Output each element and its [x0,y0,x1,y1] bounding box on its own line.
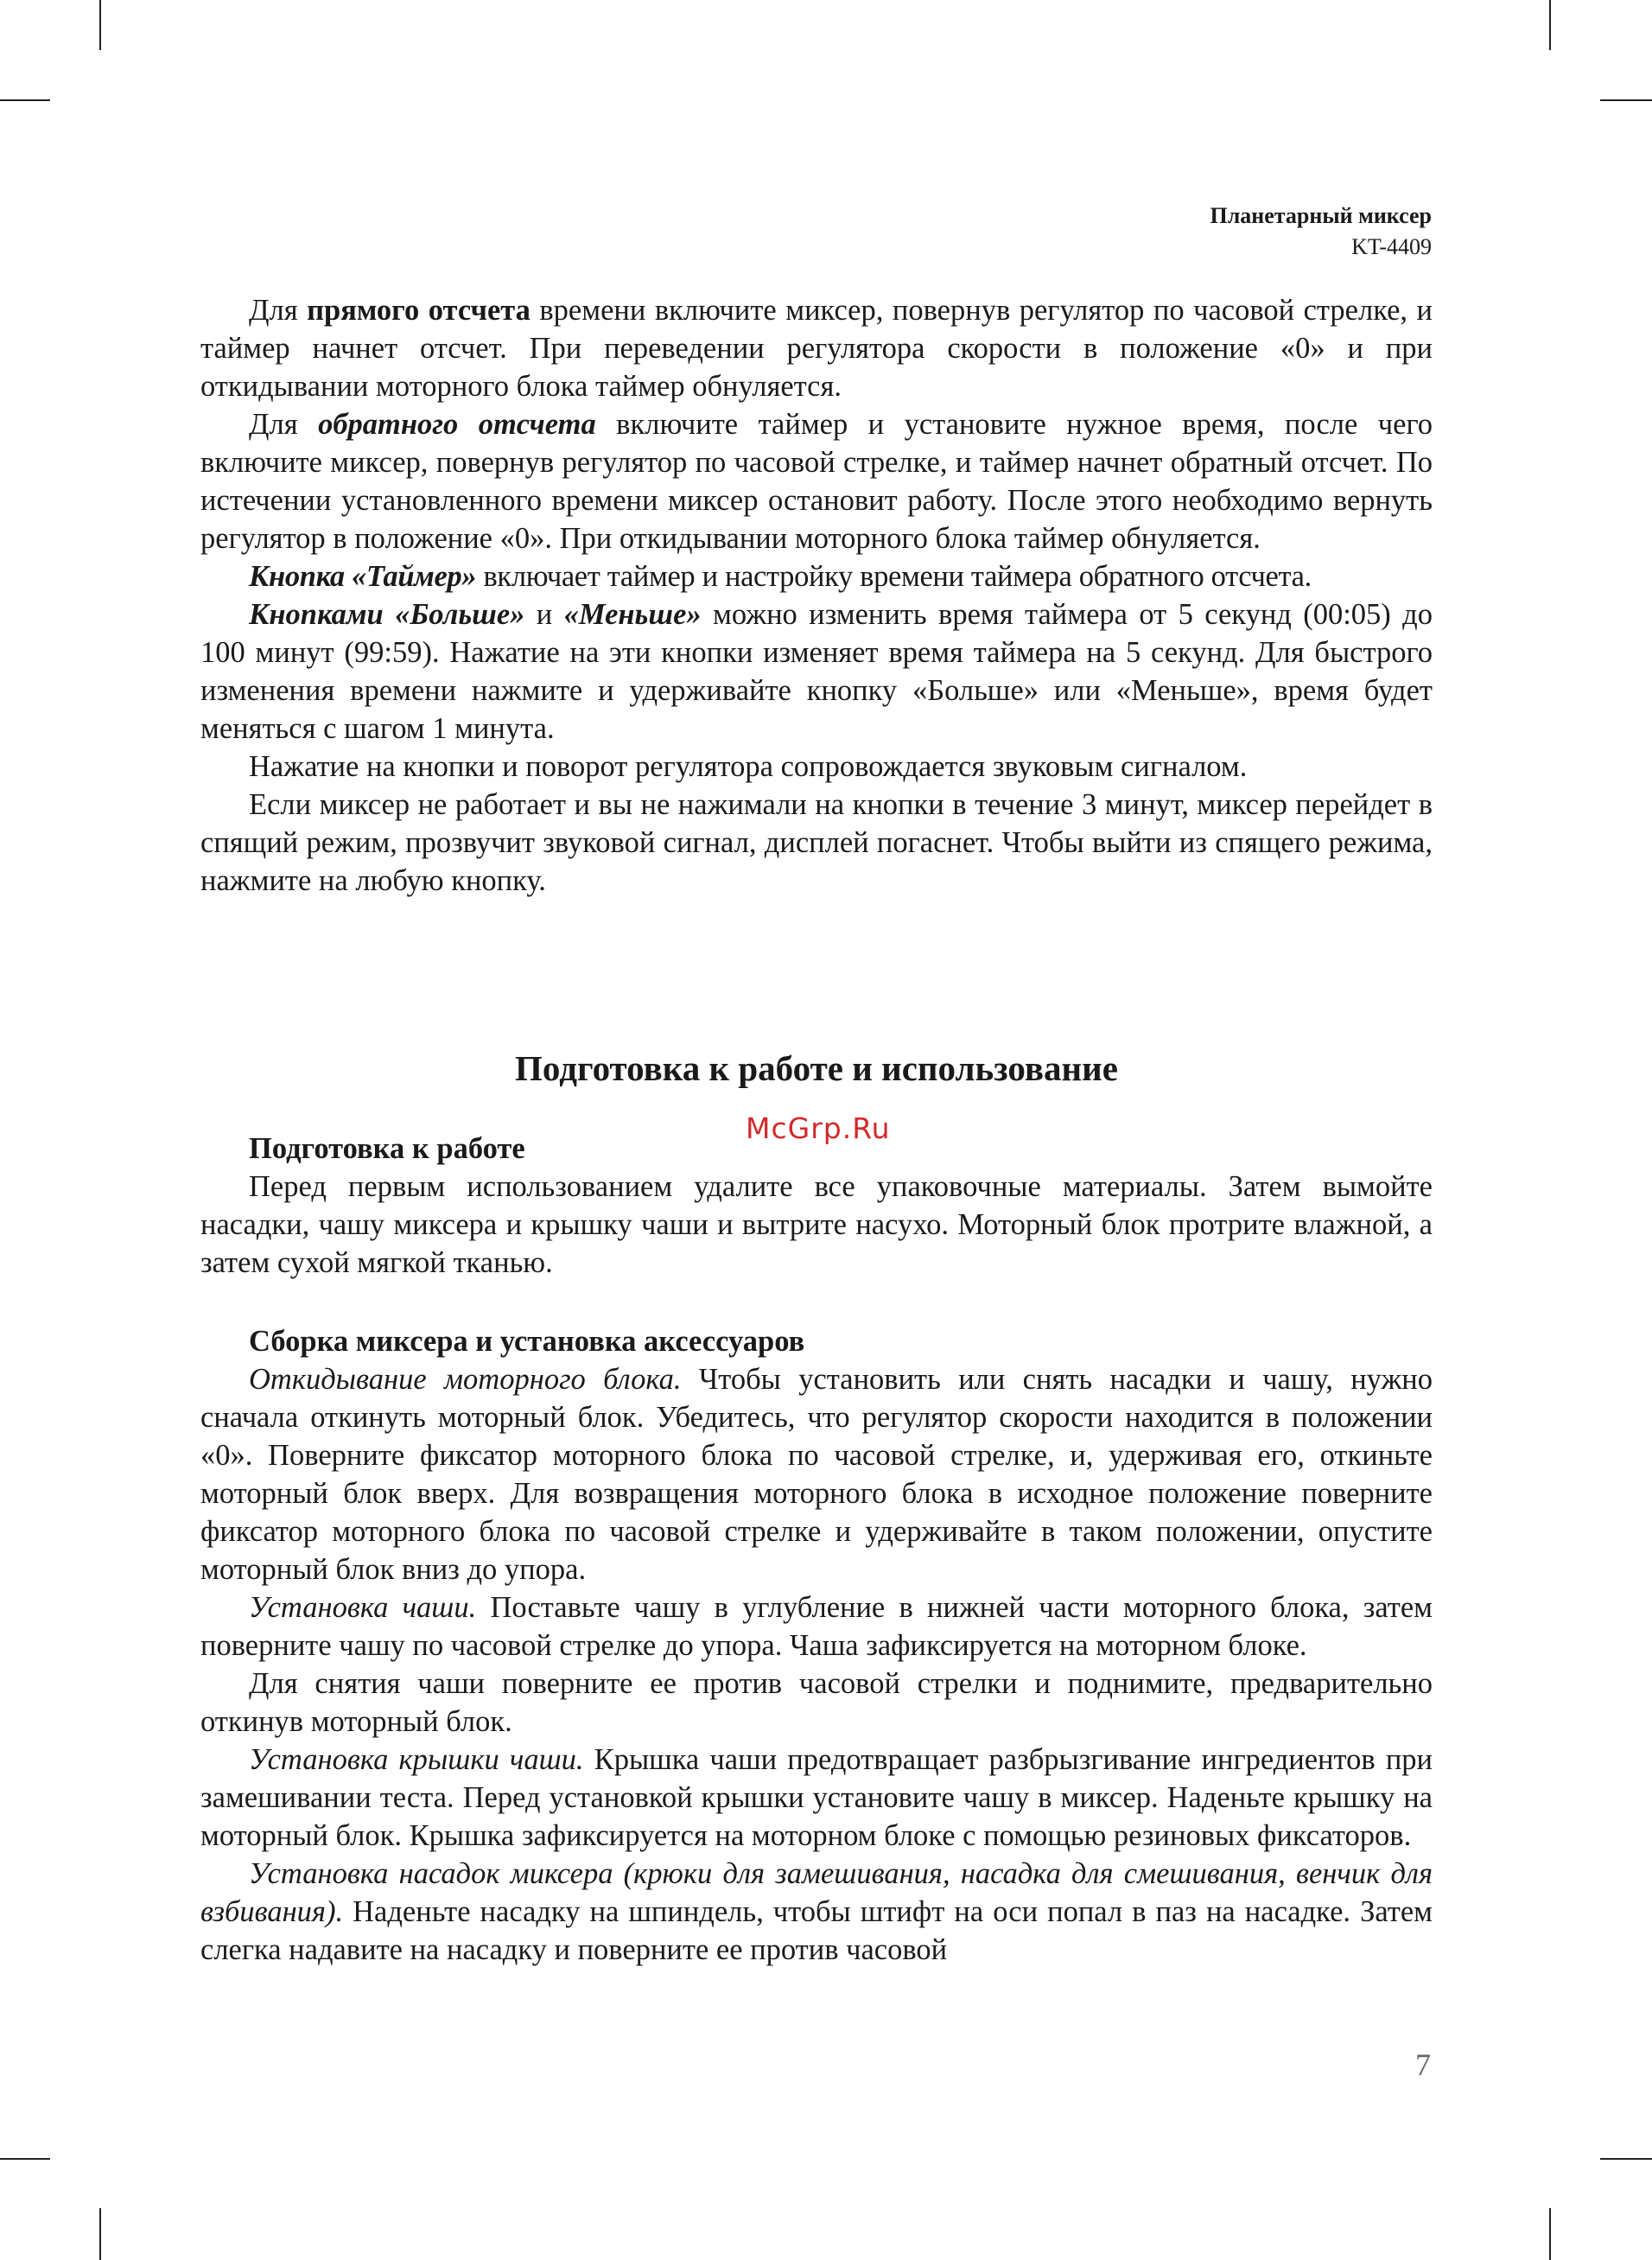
paragraph: Нажатие на кнопки и поворот регулятора сопровождается звуковым сигналом. [249,750,1248,783]
crop-mark [1549,2208,1551,2260]
paragraph: Кнопками «Больше» и «Меньше» можно изменить время таймера от 5 секунд (00:05) до 100 минут (99:59). Нажатие на эти кнопки изменяет время таймера на 5 секунд. Для быстрого изменения времени нажмите и удерживайте кнопку «Больше» или «Меньше», время будет меняться с шагом 1 минута. [200,598,1433,745]
paragraph: Кнопка «Таймер» включает таймер и настройку времени таймера обратного отсчета. [249,560,1312,593]
paragraph: Откидывание моторного блока. Чтобы установить или снять насадки и чашу, нужно сначала откинуть моторный блок. Убедитесь, что регулятор скорости находится в положении «0». Поверните фиксатор моторного блока по часовой стрелке, и, удерживая его, откиньте моторный блок вверх. Для возвращения моторного блока в исходное положение поверните фиксатор моторного блока по часовой стрелке и удерживайте в таком положении, опустите моторный блок вниз до упора. [200,1363,1433,1586]
paragraph: Установка насадок миксера (крюки для замешивания, насадка для смешивания, венчик для взбивания). Наденьте насадку на шпиндель, чтобы штифт на оси попал в паз на насадке. Затем слегка надавите на насадку и поверните ее против часовой [200,1857,1433,1966]
timer-section [200,291,1433,900]
crop-mark [99,2208,101,2260]
header-title: Планетарный миксер [1210,203,1432,228]
paragraph: Установка чаши. Поставьте чашу в углубление в нижней части моторного блока, затем поверните чашу по часовой стрелке до упора. Чаша зафиксируется на моторном блоке. [200,1591,1433,1662]
assembly-section [200,1322,1433,1969]
header-model: KT-4409 [1351,234,1432,259]
crop-mark [0,99,50,101]
subheading: Сборка миксера и установка аксессуаров [249,1325,805,1358]
section-title: Подготовка к работе и использование [515,1048,1118,1088]
paragraph: Для снятия чаши поверните ее против часовой стрелки и поднимите, предварительно откинув моторный блок. [200,1667,1433,1738]
page-number: 7 [1415,2047,1431,2082]
paragraph: Если миксер не работает и вы не нажимали на кнопки в течение 3 минут, миксер перейдет в спящий режим, прозвучит звуковой сигнал, дисплей погаснет. Чтобы выйти из спящего режима, нажмите на любую кнопку. [200,788,1433,897]
crop-mark [1600,2158,1652,2160]
paragraph: Для обратного отсчета включите таймер и установите нужное время, после чего включите миксер, повернув регулятор по часовой стрелке, и таймер начнет обратный отсчет. По истечении установленного времени миксер остановит работу. После этого необходимо вернуть регулятор в положение «0». При откидывании моторного блока таймер обнуляется. [200,408,1433,555]
crop-mark [99,0,101,50]
paragraph: Перед первым использованием удалите все упаковочные материалы. Затем вымойте насадки, чашу миксера и крышку чаши и вытрите насухо. Моторный блок протрите влажной, а затем сухой мягкой тканью. [200,1170,1433,1279]
paragraph: Для прямого отсчета времени включите миксер, повернув регулятор по часовой стрелке, и таймер начнет отсчет. При переведении регулятора скорости в положение «0» и при откидывании моторного блока таймер обнуляется. [200,294,1433,403]
crop-mark [1600,99,1652,101]
paragraph: Установка крышки чаши. Крышка чаши предотвращает разбрызгивание ингредиентов при замешивании теста. Перед установкой крышки установите чашу в миксер. Наденьте крышку на моторный блок. Крышка зафиксируется на моторном блоке с помощью резиновых фиксаторов. [200,1743,1433,1852]
crop-mark [1549,0,1551,50]
watermark: McGrp.Ru [746,1111,891,1145]
running-header [1210,201,1432,263]
preparation-section [200,1130,1433,1282]
crop-mark [0,2158,50,2160]
subheading: Подготовка к работе [249,1132,525,1165]
